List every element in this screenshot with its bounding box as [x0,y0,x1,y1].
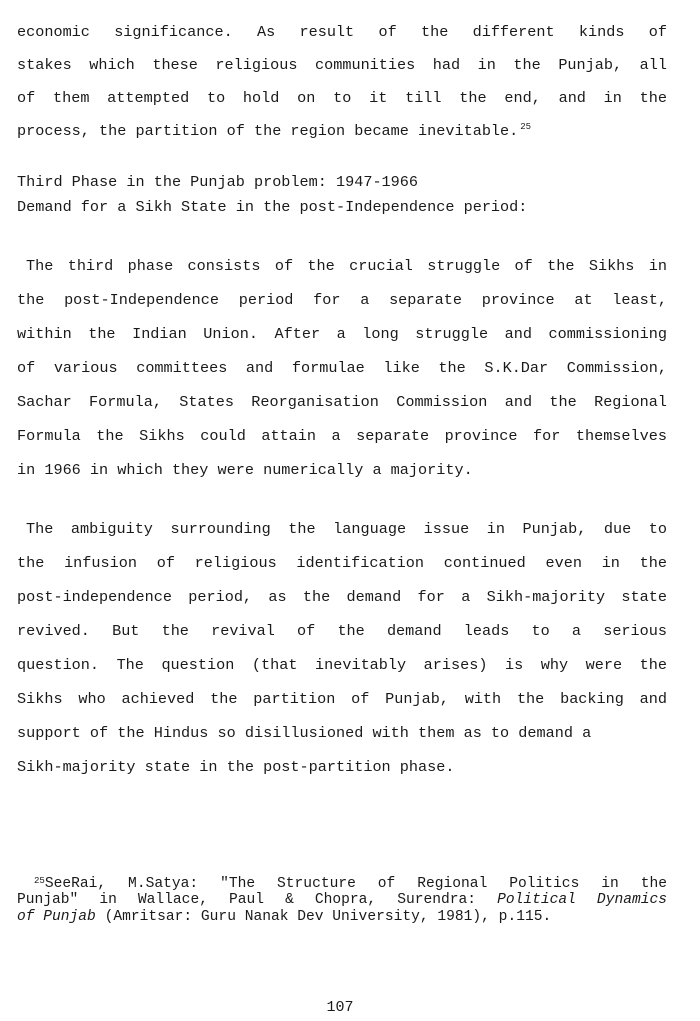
text-line: economic significance. As result of the different kinds of [17,23,667,41]
page-number: 107 [326,999,354,1016]
text-line: post-independence period, as the demand for a Sikh-majority state [17,588,667,606]
section-heading-line-1: Third Phase in the Punjab problem: 1947-1966 [17,173,419,191]
footnote-reference[interactable]: 25 [520,122,532,132]
text-line: revived. But the revival of the demand leads to a serious [17,622,667,640]
text-line: stakes which these religious communities had in the Punjab, all [17,56,667,74]
text-line: process, the partition of the region became inevitable. [17,122,519,140]
text-line: Formula the Sikhs could attain a separate province for themselves [17,427,667,445]
text-line: of various committees and formulae like the S.K.Dar Commission, [17,359,667,377]
text-line: question. The question (that inevitably arises) is why were the [17,656,667,674]
text-line: in 1966 in which they were numerically a majority. [17,461,473,479]
text-line: The ambiguity surrounding the language issue in Punjab, due to [26,520,667,538]
footnote-book-title: Political Dynamics [497,892,667,908]
footnote-text: SeeRai, M.Satya: "The Structure of Regional Politics in the [44,876,667,892]
footnote-line-2 [17,892,667,909]
footnote-number: 25 [34,876,45,886]
text-line: the infusion of religious identification continued even in the [17,554,667,572]
text-line: The third phase consists of the crucial struggle of the Sikhs in [26,257,667,275]
footnote-line-1 [34,876,667,893]
text-line-with-footnote [17,121,667,141]
text-line: support of the Hindus so disillusioned with them as to demand a [17,724,592,742]
footnote-line-3 [17,909,667,926]
footnote-text: (Amritsar: Guru Nanak Dev University, 1981), p.115. [95,909,552,925]
footnote-text: Punjab" in Wallace, Paul & Chopra, Surendra: [17,892,498,908]
text-line: the post-Independence period for a separate province at least, [17,291,667,309]
text-line: Sikhs who achieved the partition of Punjab, with the backing and [17,690,667,708]
text-line: within the Indian Union. After a long struggle and commissioning [17,325,667,343]
footnote-book-title: of Punjab [17,909,96,925]
section-heading-line-2: Demand for a Sikh State in the post-Independence period: [17,198,528,216]
text-line: of them attempted to hold on to it till the end, and in the [17,89,667,107]
text-line: Sikh-majority state in the post-partition phase. [17,758,455,776]
text-line: Sachar Formula, States Reorganisation Commission and the Regional [17,393,667,411]
